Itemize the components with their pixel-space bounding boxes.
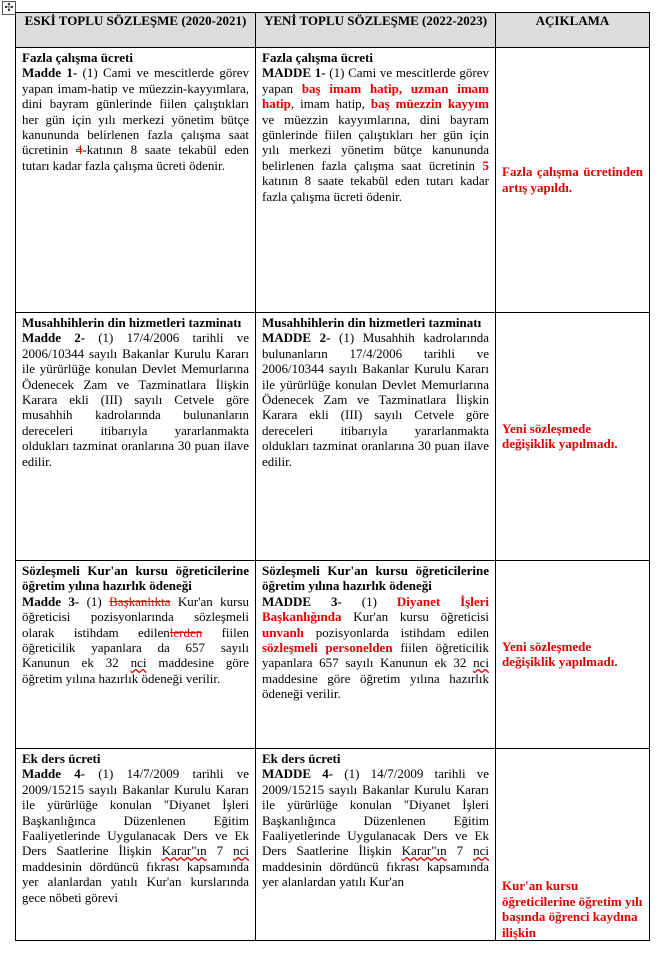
explanation-cell: Yeni sözleşmede değişiklik yapılmadı. <box>496 561 650 749</box>
article-text: Kur'an kursu öğreticisi pozisyonlarında sözleşmeli olarak istihdam edilen <box>22 593 249 640</box>
explanation-cell: Kur'an kursu öğreticilerine öğretim yılı başında öğrenci kaydına ilişkin <box>496 749 650 941</box>
article-text: fiilen öğreticilik yapanlara 657 sayılı Kanunun ek 32 <box>262 640 489 671</box>
new-cell <box>256 561 496 749</box>
inserted-text: baş imam hatip, uzman imam hatip <box>262 80 489 112</box>
table-row <box>16 561 650 749</box>
article-number: MADDE 1- <box>262 65 326 81</box>
article-number: Madde 1- <box>22 65 78 81</box>
article-text: (1) Cami ve mescitlerde görev yapan <box>262 65 489 96</box>
article-title: Musahhihlerin din hizmetleri tazminatı <box>262 315 482 330</box>
table-row <box>16 749 650 941</box>
article-text: ve müezzin kayyımlarına, dini bayram günlerinde fiilen çalıştıkları her gün için yılı merkezi yönetim bütçe kanununda belirlenen fazla çalışma saat ücretinin <box>262 111 489 173</box>
article-number: Madde 4- <box>22 766 86 782</box>
header-row <box>16 13 650 48</box>
inserted-text: unvanlı <box>262 624 304 640</box>
spellcheck-text: Karar"ın <box>161 843 207 859</box>
comparison-table <box>15 12 650 941</box>
article-title: Musahhihlerin din hizmetleri tazminatı <box>22 315 242 330</box>
article-text: 7 <box>206 843 234 859</box>
new-cell <box>256 749 496 941</box>
article-text: maddesinin dördüncü fıkrası kapsamında yer alanlardan yatılı Kur'an <box>262 858 489 890</box>
table-row <box>16 48 650 313</box>
article-title: Fazla çalışma ücreti <box>22 50 133 65</box>
old-cell <box>16 313 256 561</box>
article-title: Fazla çalışma ücreti <box>262 50 373 65</box>
old-cell <box>16 749 256 941</box>
explanation-cell: Fazla çalışma ücretinden artış yapıldı. <box>496 48 650 313</box>
article-text: (1) <box>341 593 397 609</box>
article-text: (1) 17/4/2006 tarihli ve 2006/10344 sayılı Bakanlar Kurulu Kararı ile yürürlüğe konulan Devlet Memurlarına Ödenecek Zam ve Tazminatlara İlişkin Karara ekli (III) sayılı Cetvele göre musahhih kadrolarında bulunanların dereceleri itibarıyla yararlanmakta oldukları tazminat oranlarına 30 puan ilave edilir. <box>22 330 249 469</box>
article-text: maddesine göre öğretim yılına hazırlık ödeneği verilir. <box>22 655 249 686</box>
article-text: -katının 8 saate tekabül eden tutarı kadar fazla çalışma ücreti ödenir. <box>22 142 249 173</box>
article-number: MADDE 2- <box>262 330 331 346</box>
article-number: Madde 3- <box>22 593 80 609</box>
article-text: maddesine göre öğretim yılına hazırlık ödeneği verilir. <box>262 670 489 702</box>
table-row <box>16 313 650 561</box>
deleted-text: lerden <box>169 624 203 640</box>
article-title: Ek ders ücreti <box>22 751 101 766</box>
article-text: (1) Cami ve mescitlerde görev yapan imam-hatip ve müezzin-kayyımlara, dini bayram günlerinde fiilen çalıştıkları her gün için yılı merkezi yönetim bütçe kanununda belirlenen fazla çalışma saat ücretinin <box>22 65 249 158</box>
spellcheck-text: nci <box>473 843 489 859</box>
inserted-text: 5 <box>482 157 489 173</box>
old-cell <box>16 561 256 749</box>
article-text: fiilen öğreticilik yapanlara da 657 sayılı Kanunun ek 32 <box>22 624 250 671</box>
deleted-text: Başkanlıkta <box>109 593 171 609</box>
header-explanation: AÇIKLAMA <box>496 13 650 48</box>
new-cell <box>256 313 496 561</box>
old-cell <box>16 48 256 313</box>
article-number: Madde 2- <box>22 330 86 346</box>
article-text: , imam hatip, <box>290 96 371 112</box>
deleted-text: 4 <box>75 142 83 158</box>
header-new-agreement: YENİ TOPLU SÖZLEŞME (2022-2023) <box>256 13 496 48</box>
spellcheck-text: Karar"ın <box>401 843 447 859</box>
spellcheck-text: nci <box>473 655 489 671</box>
article-title: Sözleşmeli Kur'an kursu öğreticilerine öğretim yılına hazırlık ödeneği <box>22 563 249 594</box>
article-text: (1) 14/7/2009 tarihli ve 2009/15215 sayılı Bakanlar Kurulu Kararı ile yürürlüğe konulan "Diyanet İşleri Başkanlığınca Düzenlenen Eğitim Faaliyetlerinde Uygulanacak Ders ve Ek Ders Saatlerine İlişkin <box>22 766 249 859</box>
inserted-text: baş müezzin kayyım <box>370 96 490 112</box>
article-text: katının 8 saate tekabül eden tutarı kadar fazla çalışma ücreti ödenir. <box>262 173 489 204</box>
article-title: Ek ders ücreti <box>262 751 341 766</box>
article-number: MADDE 4- <box>262 766 334 782</box>
spellcheck-text: nci <box>130 655 147 671</box>
article-text: Kur'an kursu öğreticisi <box>341 609 489 625</box>
table-move-handle-icon[interactable]: ✣ <box>2 1 16 15</box>
article-title: Sözleşmeli Kur'an kursu öğreticilerine öğretim yılına hazırlık ödeneği <box>262 563 489 594</box>
explanation-cell: Yeni sözleşmede değişiklik yapılmadı. <box>496 313 650 561</box>
article-text: pozisyonlarda istihdam edilen <box>303 624 489 640</box>
article-number: MADDE 3- <box>262 593 342 609</box>
article-text: (1) <box>79 593 110 609</box>
inserted-text: sözleşmeli personelden <box>262 640 393 656</box>
inserted-text: Diyanet İşleri Başkanlığında <box>262 593 489 625</box>
article-text: (1) Musahhih kadrolarında bulunanların 17/4/2006 tarihli ve 2006/10344 sayılı Bakanlar Kurulu Kararı ile yürürlüğe konulan Devlet Memurlarına Ödenecek Zam ve Tazminatlara İlişkin Karara ekli (III) sayılı Cetvele göre dereceleri itibarıyla yararlanmakta oldukları tazminat oranlarına 30 puan ilave edilir. <box>262 330 490 469</box>
spellcheck-text: nci <box>233 843 249 859</box>
article-text: 7 <box>446 843 474 859</box>
new-cell <box>256 48 496 313</box>
article-text: maddesinin dördüncü fıkrası kapsamında yer alanlardan yatılı Kur'an kurslarında gece nöbeti görevi <box>22 858 249 905</box>
header-old-agreement: ESKİ TOPLU SÖZLEŞME (2020-2021) <box>16 13 256 48</box>
article-text: (1) 14/7/2009 tarihli ve 2009/15215 sayılı Bakanlar Kurulu Kararı ile yürürlüğe konulan "Diyanet İşleri Başkanlığınca Düzenlenen Eğitim Faaliyetlerinde Uygulanacak Ders ve Ek Ders Saatlerine İlişkin <box>262 766 489 859</box>
